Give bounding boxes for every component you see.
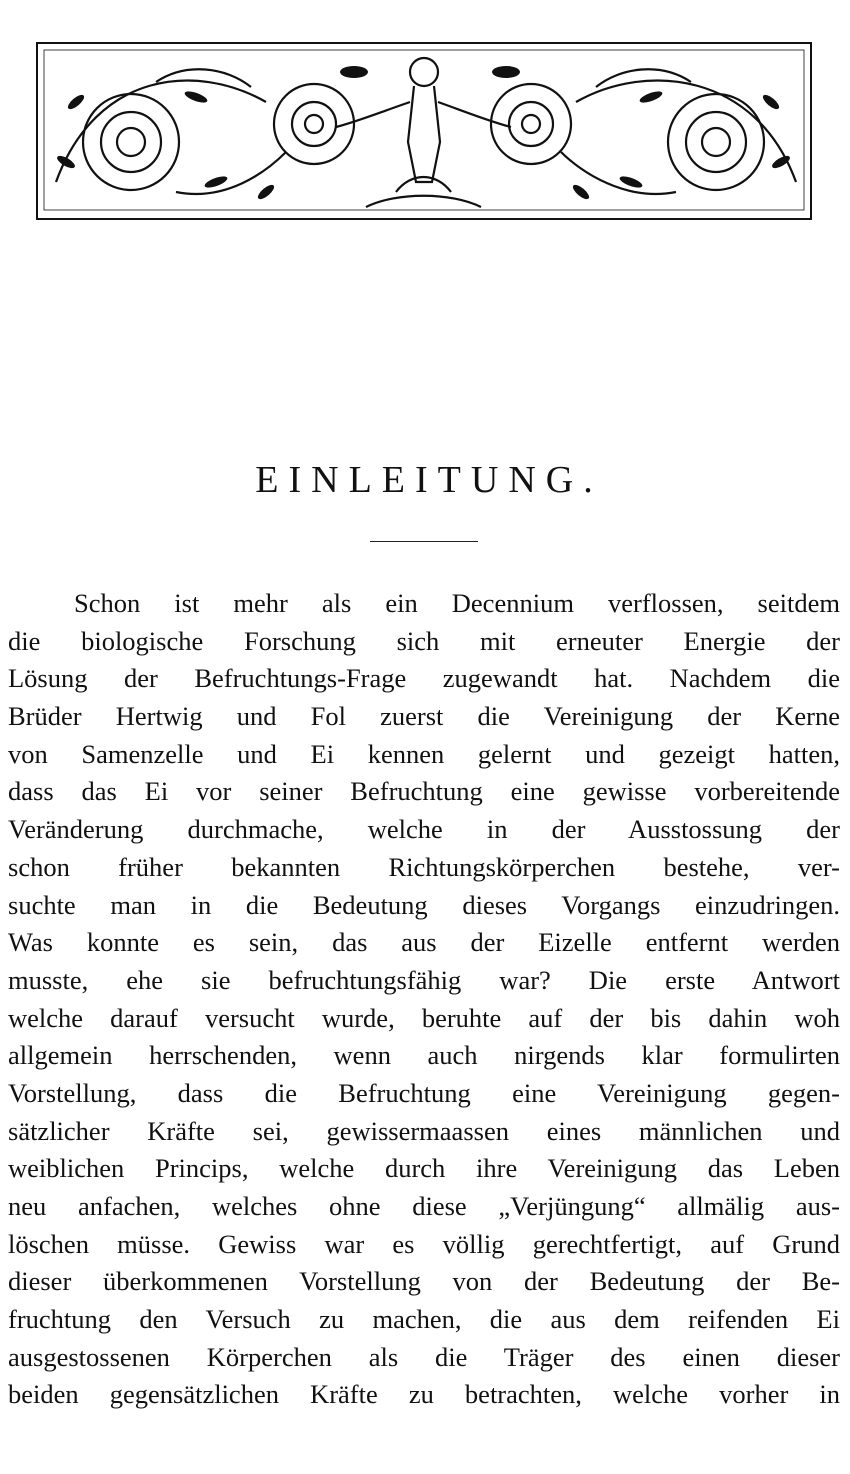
text-line: fruchtung den Versuch zu machen, die aus dem reifenden Ei (8, 1304, 840, 1335)
body-paragraph (8, 585, 840, 1414)
text-line: neu anfachen, welches ohne diese „Verjüngung“ allmälig aus- (8, 1191, 840, 1221)
foliage-scroll-icon (36, 42, 812, 220)
text-line: ausgestossenen Körperchen als die Träger des einen dieser (8, 1341, 840, 1372)
title-rule (370, 541, 478, 542)
text-line: Lösung der Befruchtungs-Frage zugewandt hat. Nachdem die (8, 663, 840, 694)
text-line: Was konnte es sein, das aus der Eizelle entfernt werden (8, 927, 840, 958)
text-line: dieser überkommenen Vorstellung von der Bedeutung der Be- (8, 1266, 840, 1297)
text-line: musste, ehe sie befruchtungsfähig war? Die erste Antwort (8, 964, 840, 995)
ornamental-headpiece (36, 42, 812, 220)
text-line: Veränderung durchmache, welche in der Ausstossung der (8, 814, 840, 845)
text-line: suchte man in die Bedeutung dieses Vorgangs einzudringen. (8, 889, 840, 920)
text-line: allgemein herrschenden, wenn auch nirgends klar formulirten (8, 1040, 840, 1071)
text-line: weiblichen Princips, welche durch ihre Vereinigung das Leben (8, 1153, 840, 1184)
text-line: Brüder Hertwig und Fol zuerst die Vereinigung der Kerne (8, 701, 840, 732)
text-line: Schon ist mehr als ein Decennium verflossen, seitdem (74, 588, 840, 618)
text-line: welche darauf versucht wurde, beruhte auf der bis dahin woh (8, 1002, 840, 1033)
text-line: sätzlicher Kräfte sei, gewissermaassen eines männlichen und (8, 1115, 840, 1146)
text-line: dass das Ei vor seiner Befruchtung eine gewisse vorbereitende (8, 776, 840, 807)
chapter-title: EINLEITUNG. (255, 459, 603, 501)
text-line: Vorstellung, dass die Befruchtung eine Vereinigung gegen- (8, 1077, 840, 1108)
text-line: beiden gegensätzlichen Kräfte zu betrachten, welche vorher in (8, 1379, 840, 1410)
text-line: die biologische Forschung sich mit erneuter Energie der (8, 625, 840, 656)
text-line: löschen müsse. Gewiss war es völlig gerechtfertigt, auf Grund (8, 1228, 840, 1259)
text-line: schon früher bekannten Richtungskörperchen bestehe, ver- (8, 851, 840, 882)
text-line: von Samenzelle und Ei kennen gelernt und gezeigt hatten, (8, 738, 840, 769)
